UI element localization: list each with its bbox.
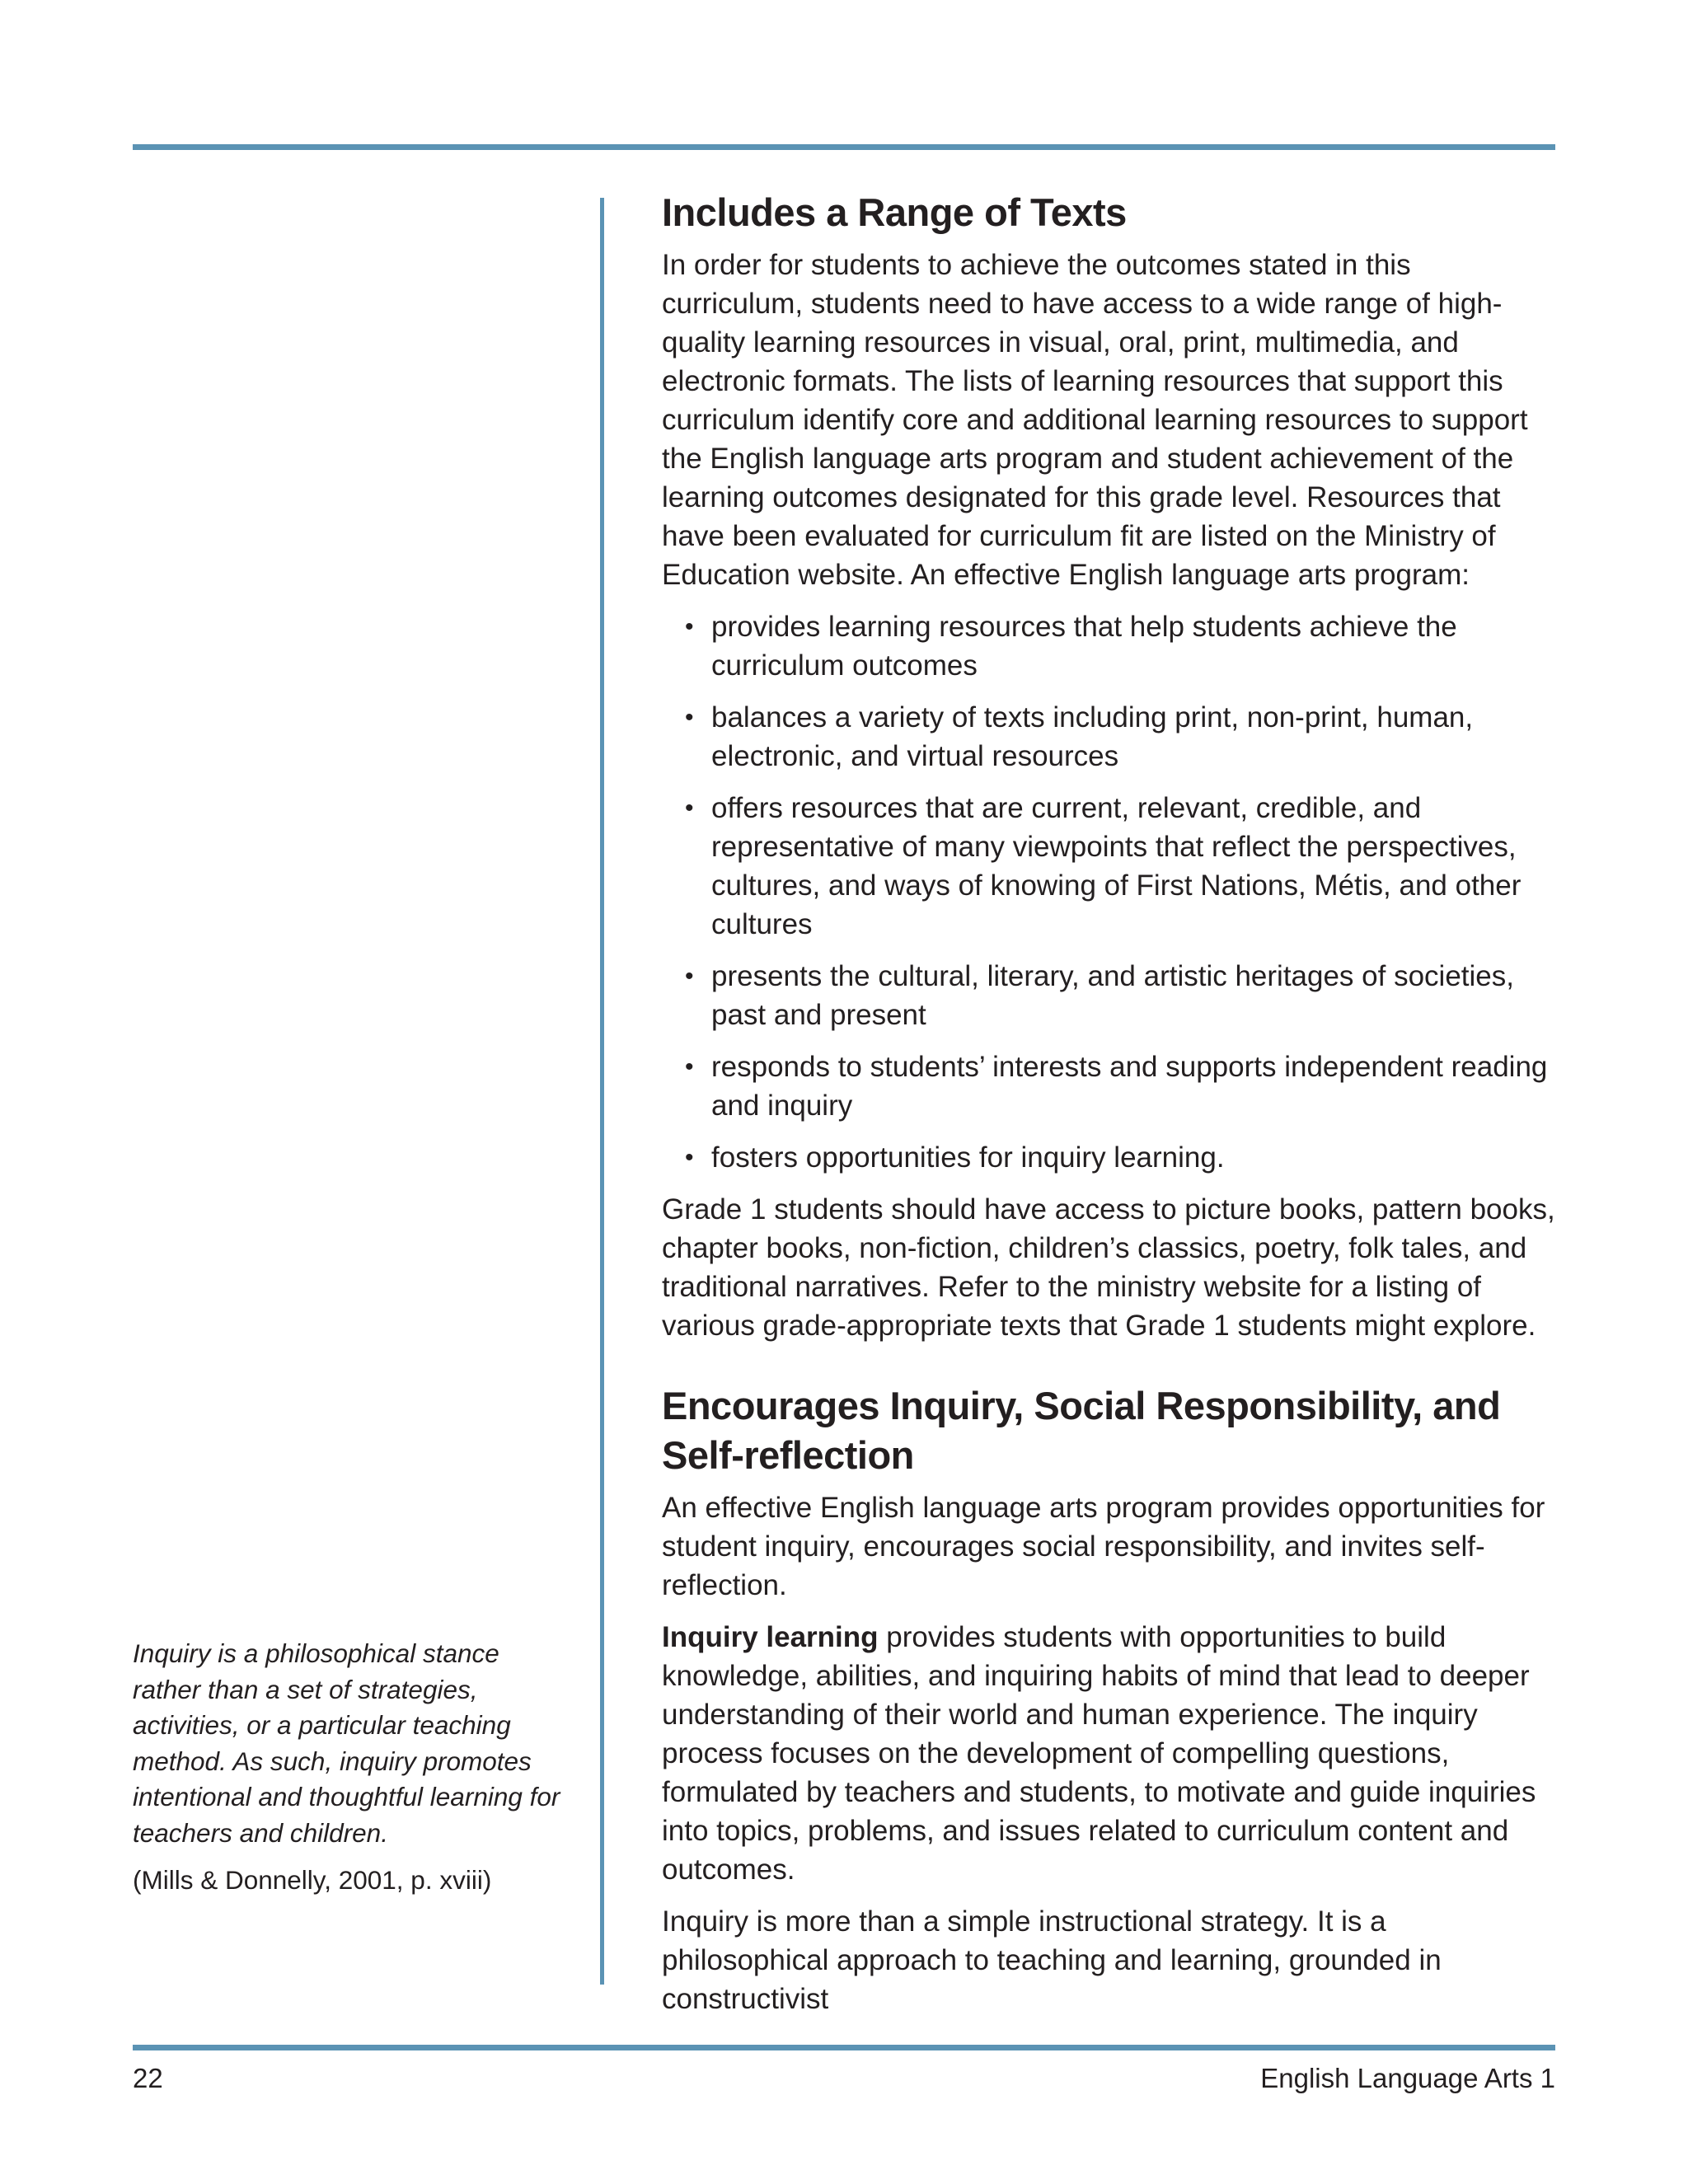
section1-intro-paragraph: In order for students to achieve the outcomes stated in this curriculum, students need to have access to a wide range of high-quality learning resources in visual, oral, print, multimedia, and electronic formats. The lists of learning resources that support this curriculum identify core and additional learning resources to support the English language arts program and student achievement of the learning outcomes designated for this grade level. Resources that have been evaluated for curriculum fit are listed on the Ministry of Education website. An effective English language arts program: [662, 249, 1528, 591]
list-item-text: provides learning resources that help students achieve the curriculum outcomes [711, 611, 1457, 682]
list-item [662, 957, 1556, 1034]
bottom-rule [133, 2045, 1555, 2050]
bullet-icon: • [685, 1053, 694, 1080]
inquiry-learning-text: provides students with opportunities to build knowledge, abilities, and inquiring habits of mind that lead to deeper understanding of their world and human experience. The inquiry process focuses on the development of compelling questions, formulated by teachers and students, to motivate and guide inquiries into topics, problems, and issues related to curriculum content and outcomes. [662, 1621, 1536, 1886]
bullet-icon: • [685, 794, 694, 822]
sidebar-quote-box [133, 1636, 561, 1899]
list-item-text: presents the cultural, literary, and artistic heritages of societies, past and present [711, 960, 1514, 1031]
program-features-list [662, 607, 1556, 1177]
list-item-text: offers resources that are current, relevant, credible, and representative of many viewpoints that reflect the perspectives, cultures, and ways of knowing of First Nations, Métis, and other cultures [711, 792, 1522, 940]
list-item [662, 698, 1556, 776]
inquiry-learning-term: Inquiry learning [662, 1621, 879, 1653]
section2-intro-paragraph: An effective English language arts program provides opportunities for student inquiry, encourages social responsibility, and invites self-reflection. [662, 1492, 1545, 1601]
document-title: English Language Arts 1 [1260, 2063, 1555, 2093]
list-item [662, 607, 1556, 685]
section-heading-inquiry: Encourages Inquiry, Social Responsibility, and Self-reflection [662, 1384, 1501, 1477]
list-item [662, 1047, 1556, 1125]
list-item-text: balances a variety of texts including print, non-print, human, electronic, and virtual resources [711, 701, 1474, 772]
top-rule [133, 144, 1555, 150]
list-item [662, 1138, 1556, 1177]
bullet-icon: • [685, 613, 694, 640]
bullet-icon: • [685, 704, 694, 731]
section1-closing-paragraph: Grade 1 students should have access to picture books, pattern books, chapter books, non-fiction, children’s classics, poetry, folk tales, and traditional narratives. Refer to the ministry website for a listing of various grade-appropriate texts that Grade 1 students might explore. [662, 1193, 1555, 1342]
page-number: 22 [133, 2063, 163, 2093]
column-divider [600, 198, 604, 1985]
bullet-icon: • [685, 963, 694, 990]
list-item [662, 789, 1556, 944]
list-item-text: responds to students’ interests and supports independent reading and inquiry [711, 1051, 1548, 1122]
bullet-icon: • [685, 1144, 694, 1171]
main-column [662, 188, 1556, 2032]
section-heading-range-of-texts: Includes a Range of Texts [662, 190, 1127, 234]
inquiry-learning-paragraph [662, 1618, 1556, 1889]
sidebar-quote: Inquiry is a philosophical stance rather than a set of strategies, activities, or a particular teaching method. As such, inquiry promotes intentional and thoughtful learning for teachers and children. [133, 1638, 560, 1848]
section2-last-paragraph: Inquiry is more than a simple instructional strategy. It is a philosophical approach to teaching and learning, grounded in constructivist [662, 1905, 1442, 2015]
list-item-text: fosters opportunities for inquiry learning. [711, 1141, 1225, 1174]
sidebar-citation: (Mills & Donnelly, 2001, p. xviii) [133, 1865, 492, 1895]
